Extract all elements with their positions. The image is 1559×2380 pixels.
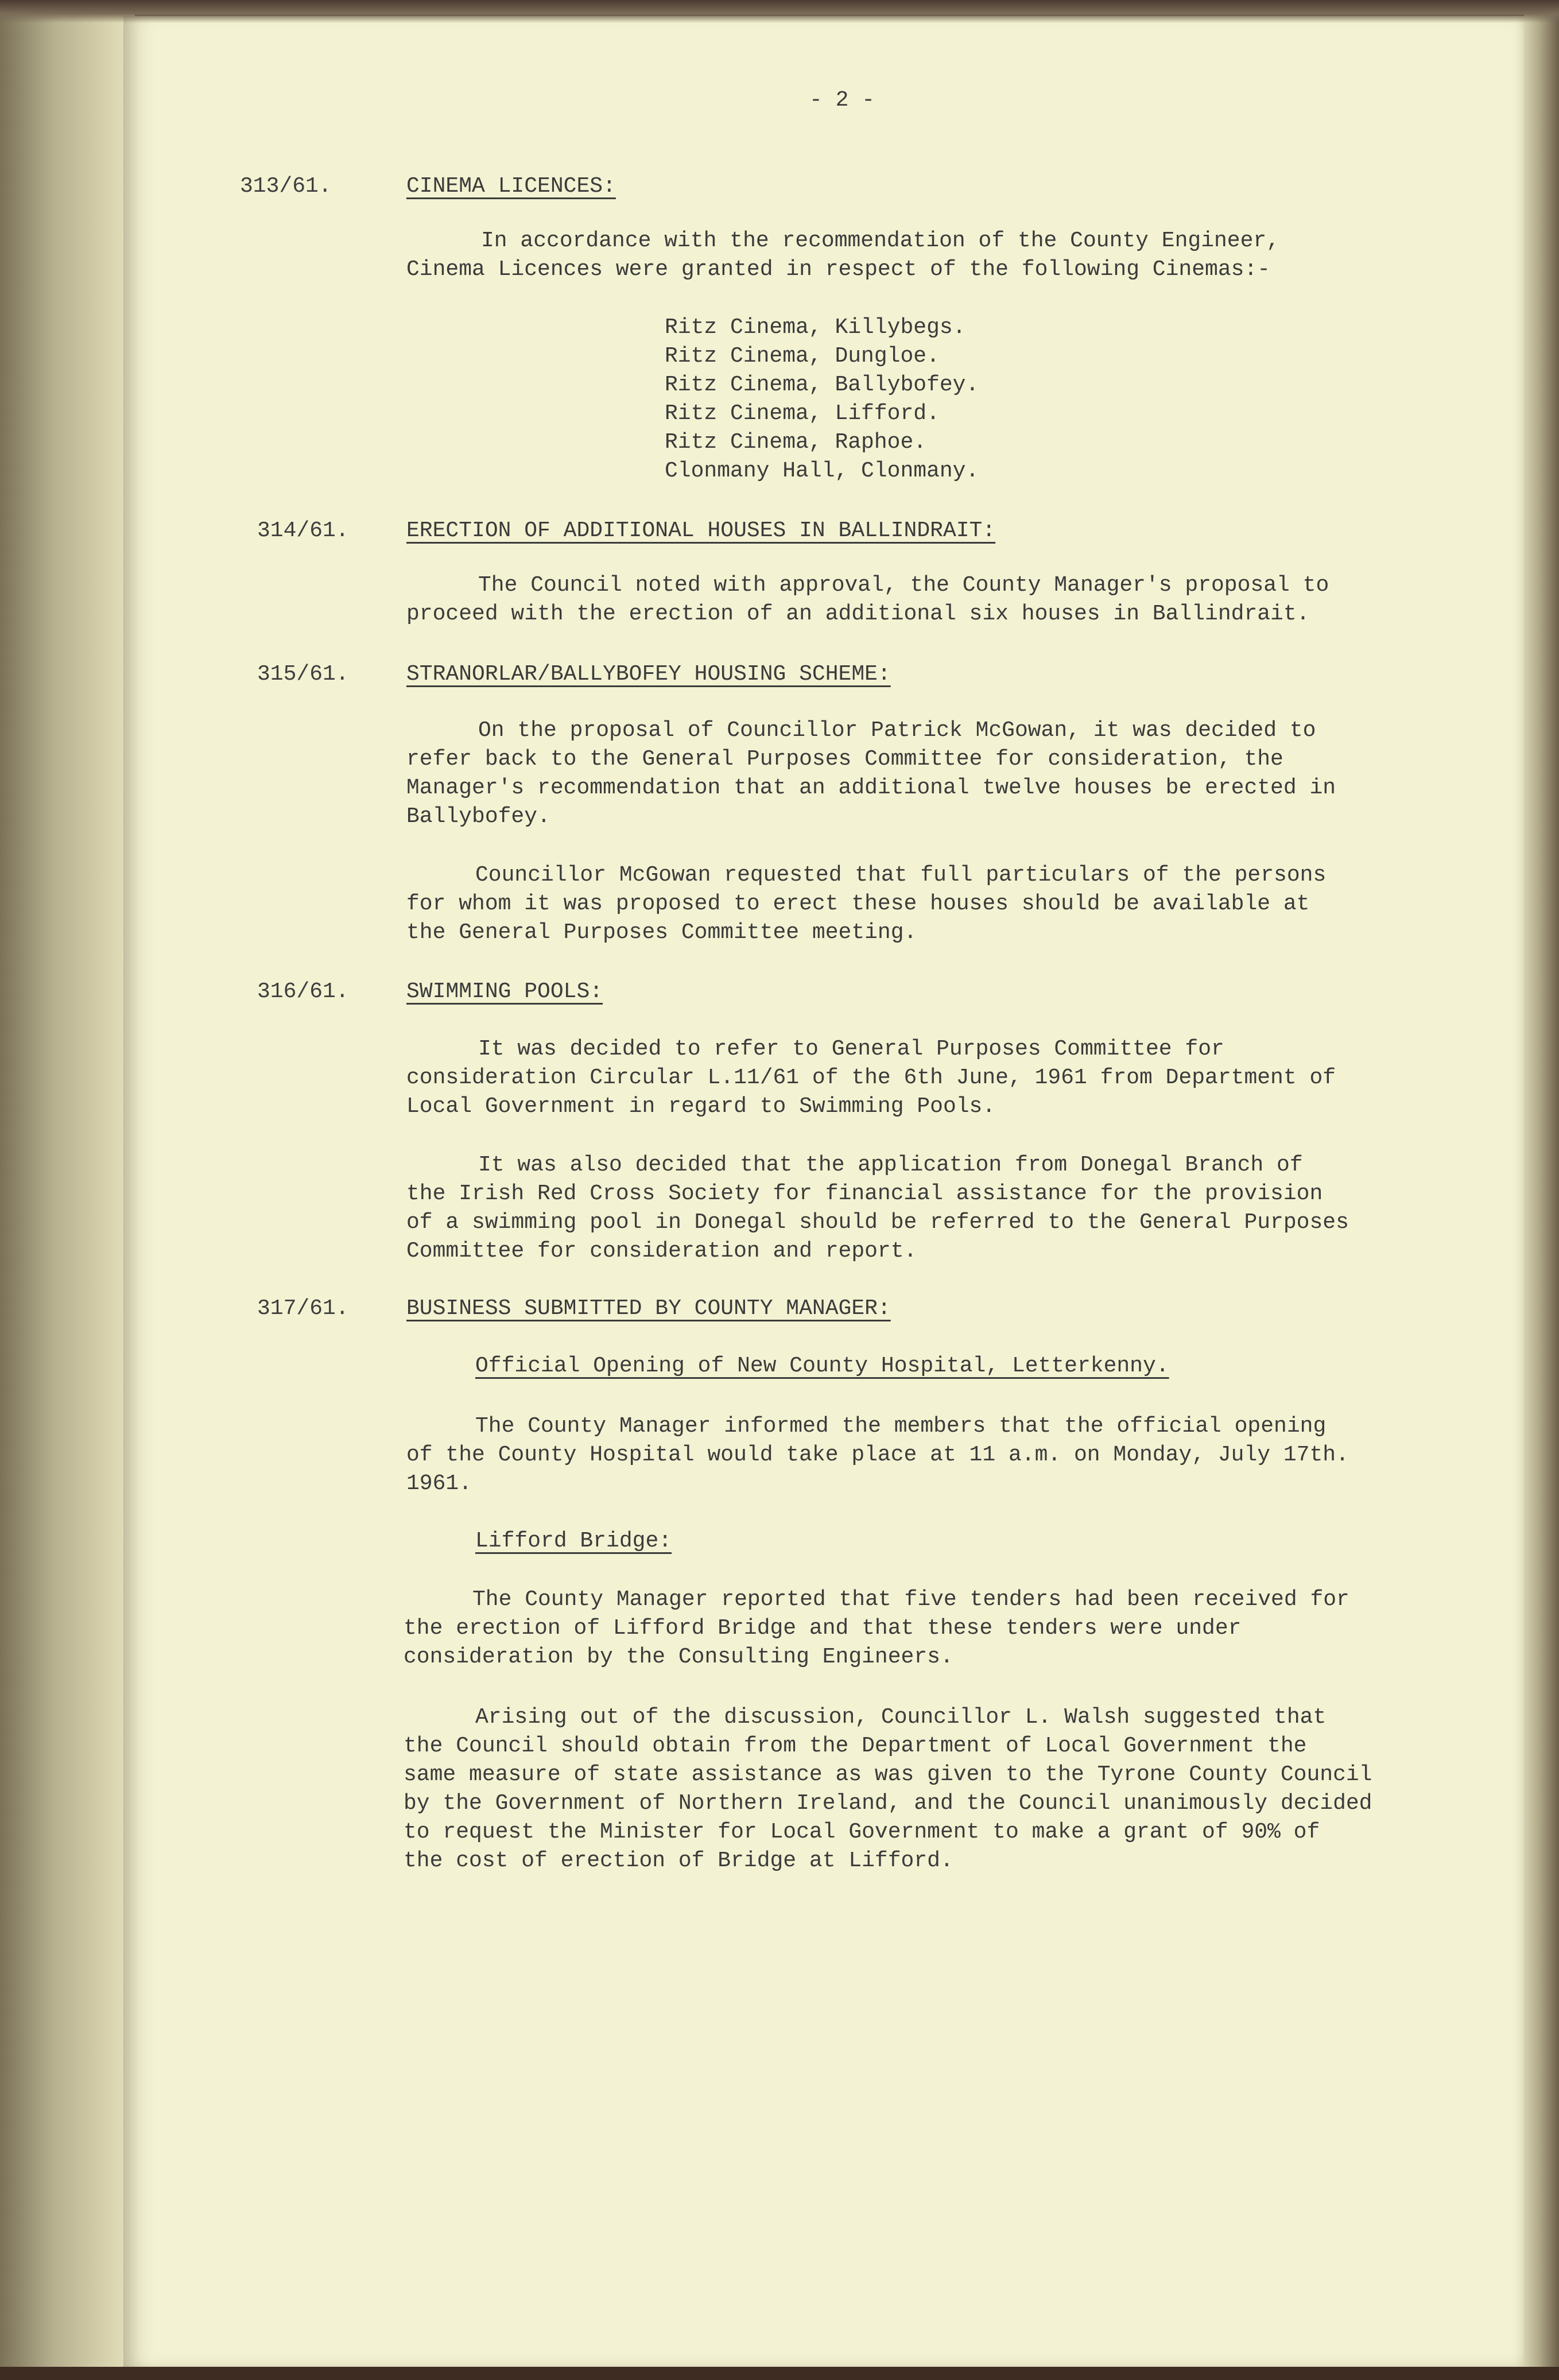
item-number-313: 313/61. xyxy=(240,174,332,199)
paragraph-line: of the County Hospital would take place at 11 a.m. on Monday, July 17th. xyxy=(406,1443,1349,1467)
item-number-317: 317/61. xyxy=(257,1296,349,1321)
cinema-list-item: Ritz Cinema, Ballybofey. xyxy=(665,373,979,397)
paragraph-line: Local Government in regard to Swimming Pools. xyxy=(406,1094,996,1119)
cinema-list-item: Clonmany Hall, Clonmany. xyxy=(665,459,979,483)
paragraph-line: same measure of state assistance as was given to the Tyrone County Council xyxy=(404,1762,1372,1787)
heading-cinema-licences: CINEMA LICENCES: xyxy=(406,174,616,199)
cinema-list-item: Ritz Cinema, Killybegs. xyxy=(665,315,966,340)
paragraph-line: Committee for consideration and report. xyxy=(406,1239,917,1263)
heading-housing-scheme: STRANORLAR/BALLYBOFEY HOUSING SCHEME: xyxy=(406,662,891,687)
paragraph-line: On the proposal of Councillor Patrick McGowan, it was decided to xyxy=(478,718,1316,743)
paragraph-line: Ballybofey. xyxy=(406,804,550,829)
heading-swimming-pools: SWIMMING POOLS: xyxy=(406,979,603,1004)
paragraph-line: In accordance with the recommendation of the County Engineer, xyxy=(481,228,1280,253)
cinema-list-item: Ritz Cinema, Raphoe. xyxy=(665,430,927,455)
paragraph-line: The County Manager informed the members that the official opening xyxy=(475,1414,1327,1439)
paragraph-line: consideration by the Consulting Engineers. xyxy=(404,1645,953,1669)
paragraph-line: for whom it was proposed to erect these houses should be available at xyxy=(406,891,1310,916)
subheading-hospital-opening: Official Opening of New County Hospital, Letterkenny. xyxy=(475,1354,1169,1378)
heading-erection-houses: ERECTION OF ADDITIONAL HOUSES IN BALLINDRAIT: xyxy=(406,518,996,543)
cinema-list-item: Ritz Cinema, Dungloe. xyxy=(665,344,940,369)
paragraph-line: The County Manager reported that five tenders had been received for xyxy=(472,1587,1349,1612)
paragraph-line: Councillor McGowan requested that full particulars of the persons xyxy=(475,863,1327,887)
item-number-315: 315/61. xyxy=(257,662,349,687)
paragraph-line: consideration Circular L.11/61 of the 6th June, 1961 from Department of xyxy=(406,1065,1336,1090)
paragraph-line: It was decided to refer to General Purposes Committee for xyxy=(478,1037,1224,1061)
paragraph-line: 1961. xyxy=(406,1471,472,1496)
paragraph-line: Manager's recommendation that an additional twelve houses be erected in xyxy=(406,776,1336,800)
paragraph-line: refer back to the General Purposes Committee for consideration, the xyxy=(406,747,1283,772)
paragraph-line: to request the Minister for Local Government to make a grant of 90% of xyxy=(404,1820,1320,1844)
item-number-314: 314/61. xyxy=(257,518,349,543)
paragraph-line: It was also decided that the application from Donegal Branch of xyxy=(478,1153,1303,1177)
paragraph-line: the cost of erection of Bridge at Lifford. xyxy=(404,1848,953,1873)
paragraph-line: the erection of Lifford Bridge and that these tenders were under xyxy=(404,1616,1242,1641)
paragraph-line: the Council should obtain from the Department of Local Government the xyxy=(404,1734,1307,1758)
page-number: - 2 - xyxy=(809,88,875,113)
subheading-lifford-bridge: Lifford Bridge: xyxy=(475,1529,672,1553)
paragraph-line: the General Purposes Committee meeting. xyxy=(406,920,917,945)
paragraph-line: Arising out of the discussion, Councillor L. Walsh suggested that xyxy=(475,1705,1327,1730)
heading-business-county-manager: BUSINESS SUBMITTED BY COUNTY MANAGER: xyxy=(406,1296,891,1321)
item-number-316: 316/61. xyxy=(257,979,349,1004)
paragraph-line: the Irish Red Cross Society for financial assistance for the provision xyxy=(406,1181,1323,1206)
cinema-list-item: Ritz Cinema, Lifford. xyxy=(665,401,940,426)
paragraph-line: The Council noted with approval, the County Manager's proposal to xyxy=(478,573,1329,598)
paragraph-line: by the Government of Northern Ireland, and the Council unanimously decided xyxy=(404,1791,1372,1816)
paragraph-line: Cinema Licences were granted in respect of the following Cinemas:- xyxy=(406,257,1271,282)
paragraph-line: proceed with the erection of an additional six houses in Ballindrait. xyxy=(406,602,1310,626)
paragraph-line: of a swimming pool in Donegal should be referred to the General Purposes xyxy=(406,1210,1349,1235)
